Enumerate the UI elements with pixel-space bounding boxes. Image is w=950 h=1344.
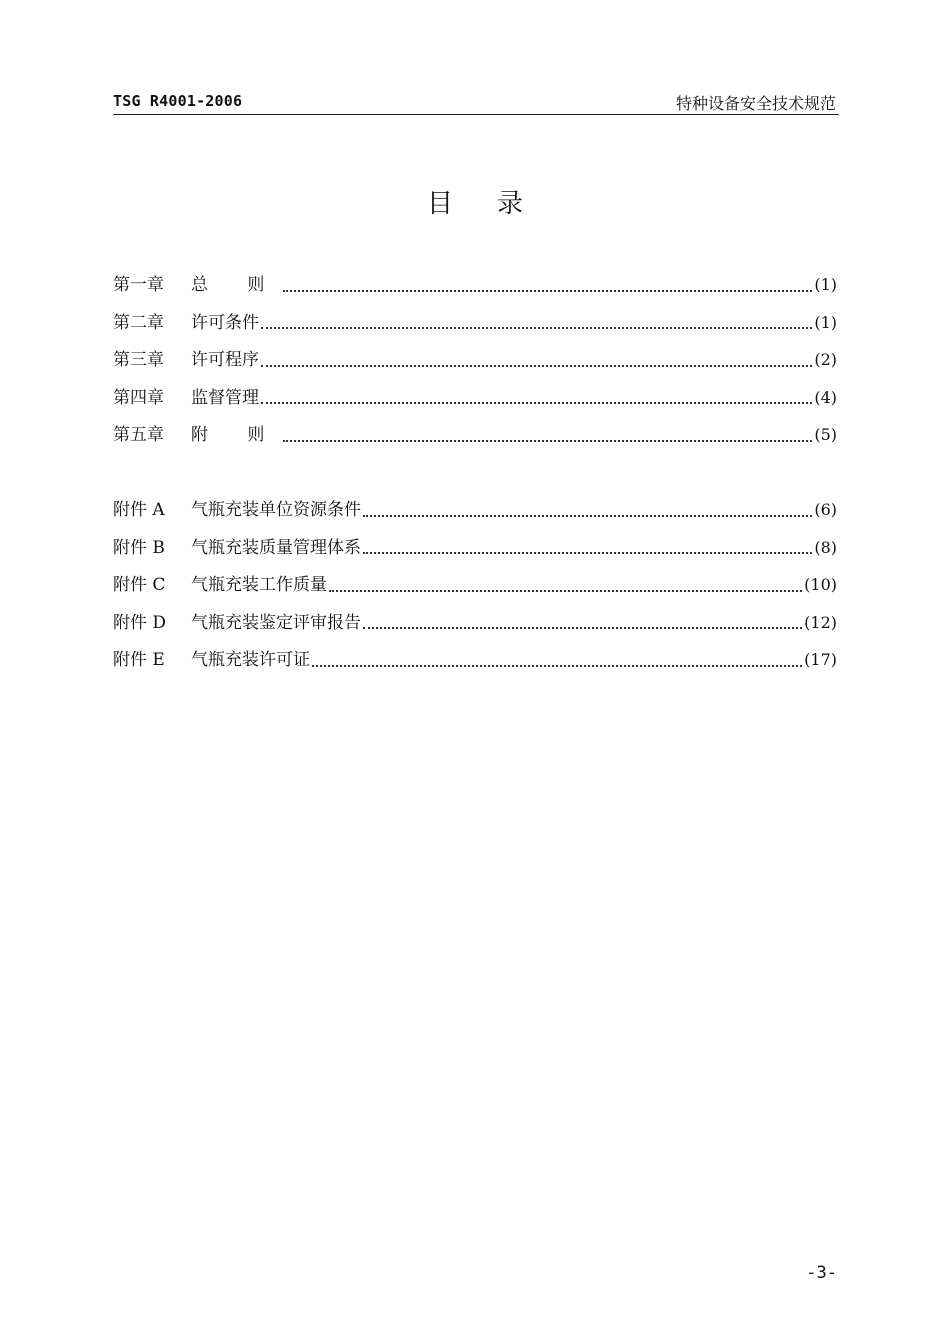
leader-dots: [363, 627, 802, 629]
toc-entry-page: (12): [804, 612, 837, 632]
toc-entry-label: 附件 E: [113, 650, 165, 670]
toc-entry-page: (1): [814, 312, 837, 332]
appendix-list: [113, 495, 837, 683]
toc-entry-text: 气瓶充装质量管理体系: [191, 537, 361, 558]
toc-entry-appendix-a[interactable]: [113, 495, 837, 533]
leader-dots: [283, 440, 812, 442]
toc-entry-label: 第一章: [113, 275, 164, 295]
toc-entry-label: 第三章: [113, 350, 164, 370]
page-header: [113, 92, 839, 115]
toc-entry-text: 附 则: [191, 425, 282, 445]
leader-dots: [261, 402, 812, 404]
chapter-list: [113, 270, 837, 458]
leader-dots: [261, 365, 812, 367]
leader-dots: [329, 590, 802, 592]
toc-entry-page: (17): [804, 650, 837, 669]
toc-entry-text: 许可条件: [191, 312, 259, 333]
toc-entry-text: 气瓶充装工作质量: [191, 575, 327, 595]
page-number: -3-: [806, 1263, 837, 1283]
standard-code: TSG R4001-2006: [113, 92, 243, 110]
toc-entry-page: (6): [814, 500, 837, 519]
toc-entry-label: 第四章: [113, 387, 164, 408]
leader-dots: [283, 290, 812, 292]
toc-entry-text: 许可程序: [191, 350, 259, 370]
leader-dots: [363, 515, 812, 517]
toc-entry-chapter-4[interactable]: [113, 383, 837, 421]
toc-entry-page: (10): [804, 575, 837, 594]
toc-entry-chapter-1[interactable]: [113, 270, 837, 308]
series-title: 特种设备安全技术规范: [675, 94, 836, 113]
toc-entry-page: (1): [814, 275, 837, 294]
leader-dots: [363, 552, 812, 554]
leader-dots: [312, 665, 802, 667]
toc-entry-appendix-e[interactable]: [113, 645, 837, 683]
toc-entry-label: 第五章: [113, 425, 164, 445]
toc-entry-chapter-3[interactable]: [113, 345, 837, 383]
toc-entry-label: 附件 D: [113, 612, 167, 633]
toc-entry-page: (5): [814, 425, 837, 444]
toc-entry-label: 附件 A: [113, 500, 165, 520]
leader-dots: [261, 327, 812, 329]
toc-entry-label: 附件 C: [113, 575, 166, 595]
toc-entry-text: 总 则: [191, 275, 282, 295]
toc-entry-label: 第二章: [113, 312, 164, 333]
toc-entry-chapter-5[interactable]: [113, 420, 837, 458]
toc-entry-chapter-2[interactable]: [113, 308, 837, 346]
toc-entry-page: (8): [814, 537, 837, 557]
toc-entry-page: (4): [814, 387, 837, 407]
toc-entry-text: 气瓶充装鉴定评审报告: [191, 612, 361, 633]
toc-entry-page: (2): [814, 350, 837, 369]
toc-entry-label: 附件 B: [113, 537, 165, 558]
toc-entry-text: 监督管理: [191, 387, 259, 408]
toc-title: 目录: [426, 189, 567, 219]
toc-entry-text: 气瓶充装许可证: [191, 650, 310, 670]
toc-entry-appendix-c[interactable]: [113, 570, 837, 608]
toc-entry-text: 气瓶充装单位资源条件: [191, 500, 361, 520]
toc-entry-appendix-b[interactable]: [113, 533, 837, 571]
toc-entry-appendix-d[interactable]: [113, 608, 837, 646]
